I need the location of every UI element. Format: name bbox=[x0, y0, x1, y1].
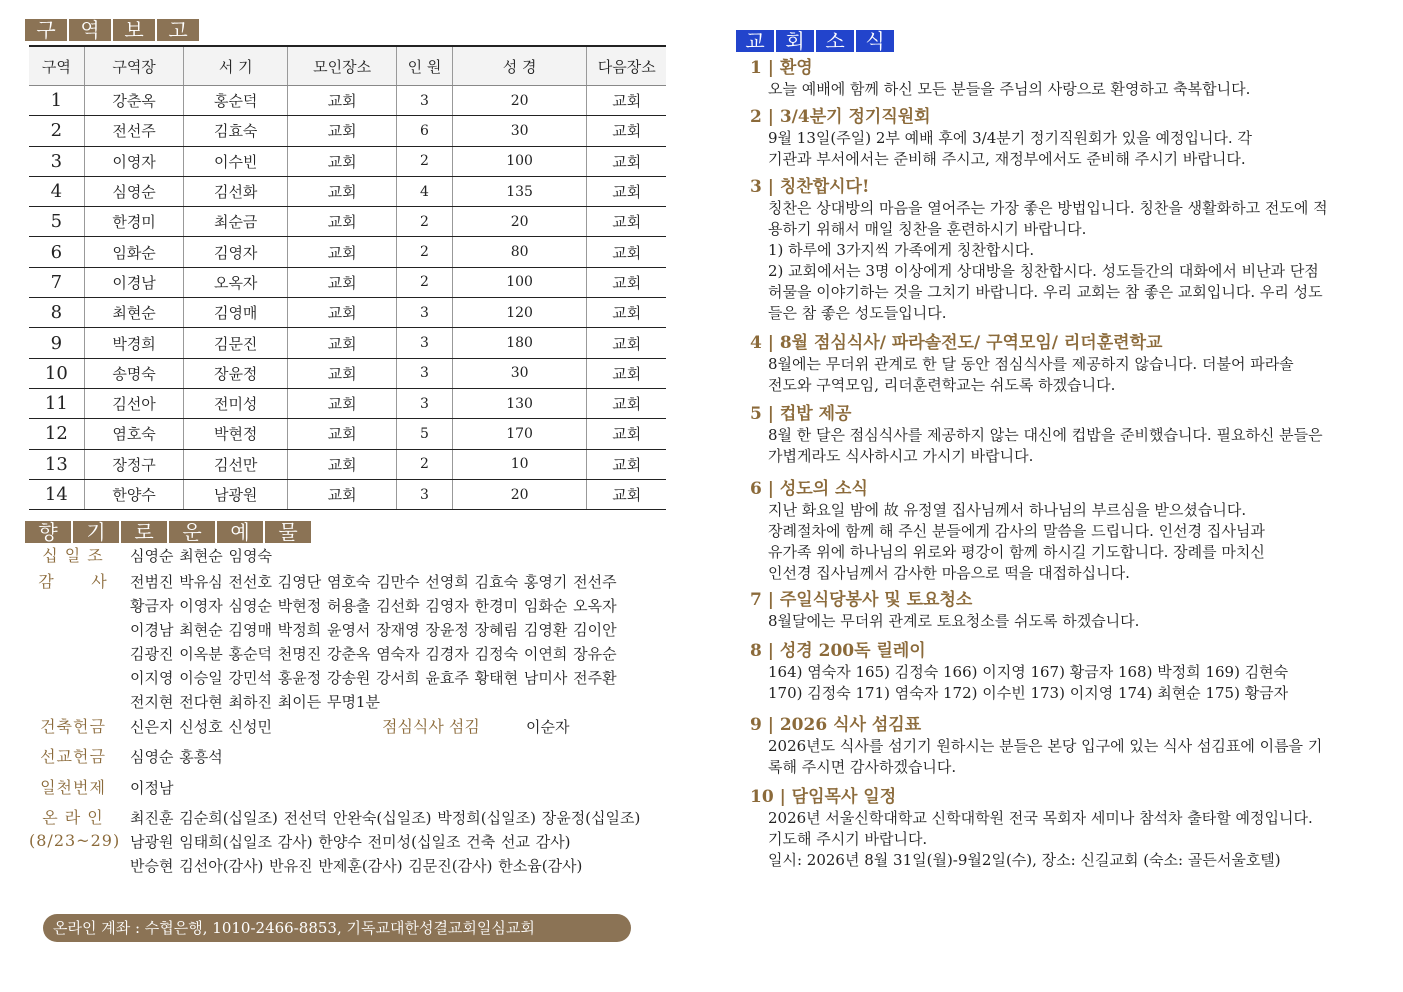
table-cell: 교회 bbox=[287, 388, 396, 418]
group-report-header bbox=[25, 19, 201, 41]
table-cell: 4 bbox=[397, 176, 452, 206]
table-row bbox=[29, 388, 666, 418]
table-cell: 강춘옥 bbox=[84, 86, 184, 116]
header-char: 역 bbox=[69, 19, 111, 41]
col-header: 서 기 bbox=[184, 46, 288, 86]
col-header: 성 경 bbox=[452, 46, 587, 86]
table-cell: 20 bbox=[452, 207, 587, 237]
table-row bbox=[29, 237, 666, 267]
table-cell: 교회 bbox=[587, 358, 666, 388]
table-row bbox=[29, 449, 666, 479]
news-line: 허물을 이야기하는 것을 그치기 바랍니다. 우리 교회는 참 좋은 교회입니다. 우리 성도 bbox=[768, 283, 1323, 301]
table-cell: 장윤정 bbox=[184, 358, 288, 388]
mission-names: 심영순 홍흥석 bbox=[130, 748, 223, 766]
news-line: 2026년도 식사를 섬기기 원하시는 분들은 본당 입구에 있는 식사 섬김표에 이름을 기 bbox=[768, 737, 1323, 755]
news-item bbox=[750, 714, 1378, 778]
header-char: 예 bbox=[217, 521, 263, 543]
header-char: 구 bbox=[25, 19, 67, 41]
header-char: 회 bbox=[776, 30, 814, 52]
table-cell: 11 bbox=[29, 388, 84, 418]
table-cell: 교회 bbox=[287, 479, 396, 509]
thanks-line: 김광진 이옥분 홍순덕 천명진 강춘옥 염숙자 김경자 김정숙 이연희 장유순 bbox=[130, 645, 617, 663]
table-cell: 교회 bbox=[287, 146, 396, 176]
news-line: 164) 염숙자 165) 김정숙 166) 이지영 167) 황금자 168) 박정희 169) 김현숙 bbox=[768, 663, 1289, 681]
table-cell: 교회 bbox=[287, 237, 396, 267]
table-cell: 2 bbox=[29, 116, 84, 146]
header-char: 고 bbox=[157, 19, 199, 41]
table-cell: 교회 bbox=[587, 388, 666, 418]
table-cell: 14 bbox=[29, 479, 84, 509]
table-cell: 교회 bbox=[287, 86, 396, 116]
news-line: 유가족 위에 하나님의 위로와 평강이 함께 하시길 기도합니다. 장례를 마치신 bbox=[768, 543, 1265, 561]
table-cell: 7 bbox=[29, 267, 84, 297]
header-char: 로 bbox=[121, 521, 167, 543]
news-line: 기도해 주시기 바랍니다. bbox=[768, 830, 928, 848]
table-cell: 이영자 bbox=[84, 146, 184, 176]
online-account-bar: 온라인 계좌 : 수협은행, 1010-2466-8853, 기독교대한성결교회일심교회 bbox=[43, 914, 631, 942]
table-cell: 9 bbox=[29, 328, 84, 358]
table-cell: 2 bbox=[397, 207, 452, 237]
tithe-label: 십 일 조 bbox=[42, 546, 104, 565]
table-cell: 100 bbox=[452, 146, 587, 176]
table-cell: 1 bbox=[29, 86, 84, 116]
news-item bbox=[750, 403, 1378, 467]
col-header: 구역장 bbox=[84, 46, 184, 86]
table-cell: 80 bbox=[452, 237, 587, 267]
table-cell: 120 bbox=[452, 298, 587, 328]
table-cell: 송명숙 bbox=[84, 358, 184, 388]
table-cell: 교회 bbox=[587, 146, 666, 176]
news-item bbox=[750, 640, 1378, 704]
table-cell: 교회 bbox=[287, 116, 396, 146]
news-title: 8 | 성경 200독 릴레이 bbox=[750, 641, 926, 661]
thanks-line: 전범진 박유심 전선호 김영단 염호숙 김만수 선영희 김효숙 홍영기 전선주 bbox=[130, 573, 617, 591]
header-char: 기 bbox=[73, 521, 119, 543]
news-title: 1 | 환영 bbox=[750, 58, 813, 78]
table-cell: 김영자 bbox=[184, 237, 288, 267]
table-cell: 20 bbox=[452, 86, 587, 116]
table-cell: 교회 bbox=[587, 176, 666, 206]
news-title: 7 | 주일식당봉사 및 토요청소 bbox=[750, 590, 973, 610]
table-cell: 6 bbox=[397, 116, 452, 146]
thanks-line: 황금자 이영자 심영순 박현정 허용출 김선화 김영자 한경미 임화순 오옥자 bbox=[130, 597, 617, 615]
news-line: 8월에는 무더위 관계로 한 달 동안 점심식사를 제공하지 않습니다. 더불어 파라솔 bbox=[768, 355, 1294, 373]
table-cell: 이수빈 bbox=[184, 146, 288, 176]
news-line: 기관과 부서에서는 준비해 주시고, 재정부에서도 준비해 주시기 바랍니다. bbox=[768, 150, 1246, 168]
table-cell: 3 bbox=[29, 146, 84, 176]
table-row bbox=[29, 479, 666, 509]
news-item bbox=[750, 786, 1378, 871]
table-cell: 홍순덕 bbox=[184, 86, 288, 116]
news-line: 오늘 예배에 함께 하신 모든 분들을 주님의 사랑으로 환영하고 축복합니다. bbox=[768, 80, 1251, 98]
table-cell: 교회 bbox=[587, 237, 666, 267]
table-cell: 13 bbox=[29, 449, 84, 479]
thanks-names bbox=[130, 570, 690, 714]
news-line: 용하기 위해서 매일 칭찬을 훈련하시기 바랍니다. bbox=[768, 220, 1087, 238]
table-cell: 교회 bbox=[587, 298, 666, 328]
table-cell: 8 bbox=[29, 298, 84, 328]
offering-header bbox=[25, 521, 313, 543]
table-cell: 3 bbox=[397, 86, 452, 116]
news-line: 2026년 서울신학대학교 신학대학원 전국 목회자 세미나 참석차 출타할 예정입니다. bbox=[768, 809, 1313, 827]
news-title: 9 | 2026 식사 섬김표 bbox=[750, 715, 922, 735]
online-names bbox=[130, 806, 690, 878]
news-line: 인선경 집사님께서 감사한 마음으로 떡을 대접하십니다. bbox=[768, 564, 1130, 582]
tithe-names: 심영순 최현순 임영숙 bbox=[130, 547, 272, 565]
table-cell: 10 bbox=[29, 358, 84, 388]
thanks-line: 이지영 이승일 강민석 홍윤정 강송원 강서희 윤효주 황태현 남미사 전주환 bbox=[130, 669, 617, 687]
table-cell: 3 bbox=[397, 328, 452, 358]
group-report-table bbox=[29, 45, 666, 510]
table-cell: 김문진 bbox=[184, 328, 288, 358]
table-cell: 2 bbox=[397, 237, 452, 267]
table-cell: 김선아 bbox=[84, 388, 184, 418]
table-cell: 최순금 bbox=[184, 207, 288, 237]
table-cell: 심영순 bbox=[84, 176, 184, 206]
table-cell: 20 bbox=[452, 479, 587, 509]
table-row bbox=[29, 207, 666, 237]
table-cell: 최현순 bbox=[84, 298, 184, 328]
table-header-row bbox=[29, 46, 666, 86]
table-cell: 2 bbox=[397, 449, 452, 479]
table-row bbox=[29, 86, 666, 116]
header-char: 식 bbox=[856, 30, 894, 52]
table-cell: 이경남 bbox=[84, 267, 184, 297]
online-line: 반승현 김선아(감사) 반유진 반제훈(감사) 김문진(감사) 한소윰(감사) bbox=[130, 857, 583, 875]
news-title: 6 | 성도의 소식 bbox=[750, 479, 868, 499]
table-cell: 박경희 bbox=[84, 328, 184, 358]
table-cell: 남광원 bbox=[184, 479, 288, 509]
table-cell: 5 bbox=[29, 207, 84, 237]
table-cell: 교회 bbox=[287, 358, 396, 388]
news-line: 170) 김정숙 171) 염숙자 172) 이수빈 173) 이지영 174) 최현순 175) 황금자 bbox=[768, 684, 1289, 702]
table-cell: 5 bbox=[397, 419, 452, 449]
mission-label: 선교헌금 bbox=[40, 747, 106, 766]
table-cell: 30 bbox=[452, 358, 587, 388]
table-cell: 170 bbox=[452, 419, 587, 449]
table-cell: 180 bbox=[452, 328, 587, 358]
table-cell: 장정구 bbox=[84, 449, 184, 479]
news-item bbox=[750, 106, 1378, 170]
table-row bbox=[29, 328, 666, 358]
table-cell: 교회 bbox=[287, 419, 396, 449]
table-row bbox=[29, 267, 666, 297]
news-line: 장례절차에 함께 해 주신 분들에게 감사의 말씀을 드립니다. 인선경 집사님과 bbox=[768, 522, 1265, 540]
news-title: 4 | 8월 점심식사/ 파라솔전도/ 구역모임/ 리더훈련학교 bbox=[750, 333, 1163, 353]
table-cell: 교회 bbox=[287, 449, 396, 479]
news-line: 들은 참 좋은 성도들입니다. bbox=[768, 304, 947, 322]
news-line: 2) 교회에서는 3명 이상에게 상대방을 칭찬합시다. 성도들간의 대화에서 비난과 단점 bbox=[768, 262, 1319, 280]
table-cell: 교회 bbox=[587, 449, 666, 479]
online-line: 남광원 임태희(십일조 감사) 한양수 전미성(십일조 건축 선교 감사) bbox=[130, 833, 571, 851]
news-line: 록해 주시면 감사하겠습니다. bbox=[768, 758, 957, 776]
header-char: 소 bbox=[816, 30, 854, 52]
lunch-names: 이순자 bbox=[526, 718, 570, 736]
table-row bbox=[29, 419, 666, 449]
news-title: 3 | 칭찬합시다! bbox=[750, 177, 870, 197]
table-cell: 교회 bbox=[287, 328, 396, 358]
church-news-header bbox=[736, 30, 896, 52]
news-line: 1) 하루에 3가지씩 가족에게 칭찬합시다. bbox=[768, 241, 1035, 259]
table-cell: 교회 bbox=[587, 116, 666, 146]
news-title: 10 | 담임목사 일정 bbox=[750, 787, 897, 807]
table-cell: 3 bbox=[397, 479, 452, 509]
table-row bbox=[29, 176, 666, 206]
table-row bbox=[29, 116, 666, 146]
table-cell: 10 bbox=[452, 449, 587, 479]
dayone-label: 일천번제 bbox=[40, 778, 106, 797]
news-line: 8월달에는 무더위 관계로 토요청소를 쉬도록 하겠습니다. bbox=[768, 612, 1140, 630]
news-line: 전도와 구역모임, 리더훈련학교는 쉬도록 하겠습니다. bbox=[768, 376, 1116, 394]
table-cell: 2 bbox=[397, 146, 452, 176]
table-cell: 12 bbox=[29, 419, 84, 449]
news-line: 9월 13일(주일) 2부 예배 후에 3/4분기 정기직원회가 있을 예정입니다. 각 bbox=[768, 129, 1252, 147]
table-cell: 오옥자 bbox=[184, 267, 288, 297]
news-line: 칭찬은 상대방의 마음을 열어주는 가장 좋은 방법입니다. 칭찬을 생활화하고 전도에 적 bbox=[768, 199, 1328, 217]
header-char: 물 bbox=[265, 521, 311, 543]
thanks-line: 전지현 전다현 최하진 최이든 무명1분 bbox=[130, 693, 380, 711]
table-cell: 교회 bbox=[587, 207, 666, 237]
table-cell: 전미성 bbox=[184, 388, 288, 418]
news-line: 가볍게라도 식사하시고 가시기 바랍니다. bbox=[768, 447, 1034, 465]
online-date: (8/23~29) bbox=[29, 831, 121, 850]
thanks-line: 이경남 최현순 김영매 박정희 윤영서 장재영 장윤정 장혜림 김영환 김이안 bbox=[130, 621, 617, 639]
news-item bbox=[750, 478, 1378, 584]
header-char: 교 bbox=[736, 30, 774, 52]
table-cell: 김효숙 bbox=[184, 116, 288, 146]
table-cell: 교회 bbox=[287, 176, 396, 206]
news-title: 2 | 3/4분기 정기직원회 bbox=[750, 107, 931, 127]
table-cell: 임화순 bbox=[84, 237, 184, 267]
building-names: 신은지 신성호 신성민 bbox=[130, 718, 272, 736]
col-header: 모인장소 bbox=[287, 46, 396, 86]
col-header: 다음장소 bbox=[587, 46, 666, 86]
table-cell: 박현정 bbox=[184, 419, 288, 449]
building-label: 건축헌금 bbox=[40, 717, 106, 736]
table-cell: 김선화 bbox=[184, 176, 288, 206]
header-char: 향 bbox=[25, 521, 71, 543]
table-cell: 염호숙 bbox=[84, 419, 184, 449]
table-cell: 2 bbox=[397, 267, 452, 297]
header-char: 운 bbox=[169, 521, 215, 543]
table-cell: 김영매 bbox=[184, 298, 288, 328]
table-cell: 교회 bbox=[587, 419, 666, 449]
table-cell: 교회 bbox=[587, 328, 666, 358]
table-cell: 135 bbox=[452, 176, 587, 206]
col-header: 인 원 bbox=[397, 46, 452, 86]
table-row bbox=[29, 146, 666, 176]
table-cell: 3 bbox=[397, 298, 452, 328]
header-char: 보 bbox=[113, 19, 155, 41]
online-line: 최진훈 김순희(십일조) 전선덕 안완숙(십일조) 박정희(십일조) 장윤정(십일조) bbox=[130, 809, 641, 827]
table-cell: 30 bbox=[452, 116, 587, 146]
table-cell: 4 bbox=[29, 176, 84, 206]
news-item bbox=[750, 589, 1378, 632]
table-cell: 교회 bbox=[287, 207, 396, 237]
news-title: 5 | 컵밥 제공 bbox=[750, 404, 852, 424]
table-cell: 김선만 bbox=[184, 449, 288, 479]
dayone-names: 이정남 bbox=[130, 779, 174, 797]
col-header: 구역 bbox=[29, 46, 84, 86]
table-cell: 전선주 bbox=[84, 116, 184, 146]
online-label: 온 라 인 bbox=[42, 808, 104, 827]
table-row bbox=[29, 298, 666, 328]
news-line: 지난 화요일 밤에 故 유정열 집사님께서 하나님의 부르심을 받으셨습니다. bbox=[768, 501, 1247, 519]
thanks-label: 감 사 bbox=[38, 572, 108, 591]
table-cell: 교회 bbox=[587, 86, 666, 116]
table-cell: 교회 bbox=[287, 298, 396, 328]
table-cell: 100 bbox=[452, 267, 587, 297]
lunch-label: 점심식사 섬김 bbox=[382, 717, 480, 736]
table-cell: 3 bbox=[397, 388, 452, 418]
news-item bbox=[750, 332, 1378, 396]
table-cell: 교회 bbox=[587, 267, 666, 297]
table-cell: 한경미 bbox=[84, 207, 184, 237]
news-item bbox=[750, 57, 1378, 100]
table-cell: 한양수 bbox=[84, 479, 184, 509]
table-row bbox=[29, 358, 666, 388]
table-cell: 130 bbox=[452, 388, 587, 418]
table-cell: 6 bbox=[29, 237, 84, 267]
news-line: 일시: 2026년 8월 31일(월)-9월2일(수), 장소: 신길교회 (숙소: 골든서울호텔) bbox=[768, 851, 1281, 869]
news-item bbox=[750, 176, 1378, 324]
news-line: 8월 한 달은 점심식사를 제공하지 않는 대신에 컵밥을 준비했습니다. 필요하신 분들은 bbox=[768, 426, 1323, 444]
table-cell: 교회 bbox=[587, 479, 666, 509]
table-cell: 교회 bbox=[287, 267, 396, 297]
table-cell: 3 bbox=[397, 358, 452, 388]
